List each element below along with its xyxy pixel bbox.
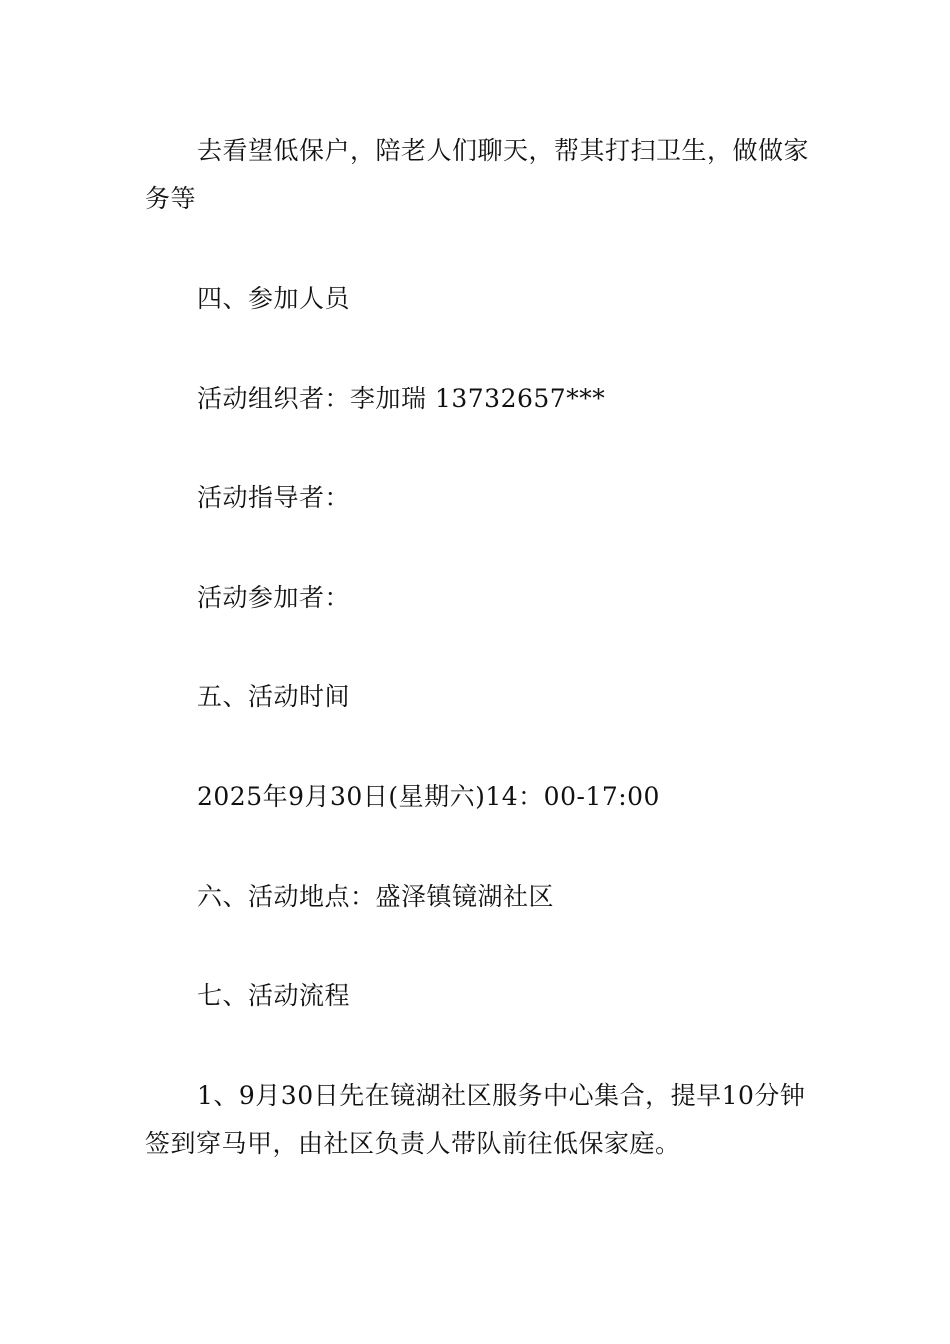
participant-line: 活动参加者： (197, 583, 351, 612)
activity-time-line: 2025年9月30日(星期六)14：00-17:00 (197, 782, 660, 811)
organizer-line: 活动组织者：李加瑞 13732657*** (197, 384, 606, 413)
activity-location-line: 六、活动地点：盛泽镇镜湖社区 (197, 882, 555, 911)
section-heading-participants: 四、参加人员 (197, 284, 351, 313)
activity-content-paragraph: 去看望低保户，陪老人们聊天，帮其打扫卫生，做做家务等 (145, 136, 810, 213)
section-heading-time: 五、活动时间 (197, 682, 351, 711)
process-step-1-paragraph: 1、9月30日先在镜湖社区服务中心集合，提早10分钟签到穿马甲，由社区负责人带队前往低保家庭。 (145, 1081, 806, 1158)
instructor-line: 活动指导者： (197, 483, 351, 512)
section-heading-process: 七、活动流程 (197, 981, 351, 1010)
